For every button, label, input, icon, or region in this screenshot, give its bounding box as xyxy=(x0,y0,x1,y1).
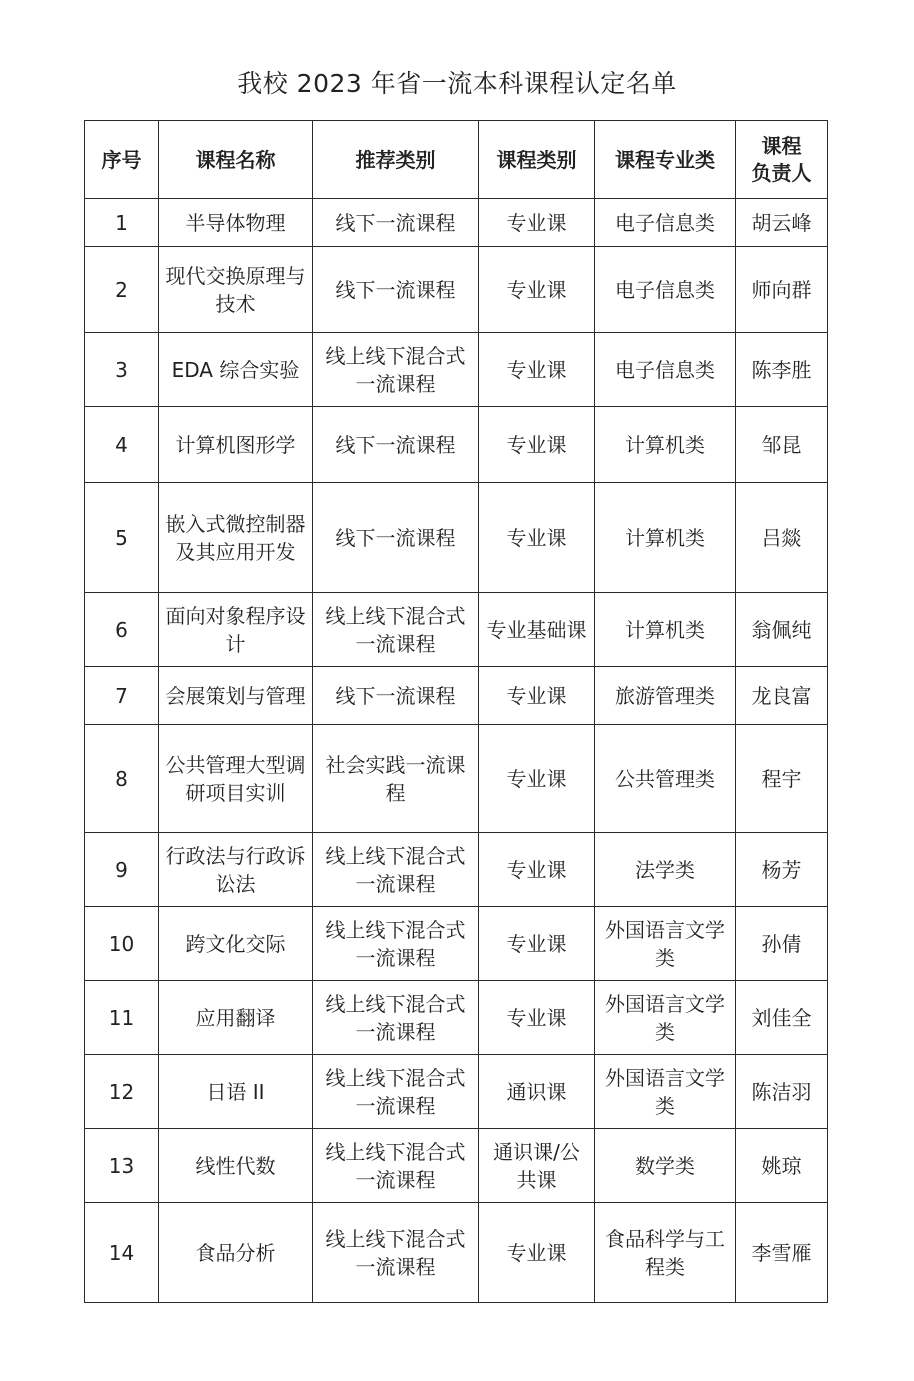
cell-recommend-category: 线上线下混合式一流课程 xyxy=(313,981,479,1055)
header-recommend-category: 推荐类别 xyxy=(313,121,479,199)
cell-course-category: 通识课 xyxy=(479,1055,595,1129)
cell-major-category: 电子信息类 xyxy=(595,333,736,407)
cell-course-category: 专业课 xyxy=(479,199,595,247)
cell-course-category: 专业课 xyxy=(479,907,595,981)
cell-recommend-category: 线下一流课程 xyxy=(313,667,479,725)
cell-recommend-category: 线下一流课程 xyxy=(313,199,479,247)
cell-course-category: 专业课 xyxy=(479,725,595,833)
table-row xyxy=(85,483,828,593)
cell-no: 8 xyxy=(85,725,159,833)
cell-major-category: 电子信息类 xyxy=(595,199,736,247)
cell-course-leader: 杨芳 xyxy=(736,833,828,907)
cell-recommend-category: 线下一流课程 xyxy=(313,407,479,483)
cell-major-category: 食品科学与工程类 xyxy=(595,1203,736,1303)
cell-course-name: 公共管理大型调研项目实训 xyxy=(159,725,313,833)
table-row xyxy=(85,593,828,667)
cell-course-name: 计算机图形学 xyxy=(159,407,313,483)
cell-course-name: EDA 综合实验 xyxy=(159,333,313,407)
cell-course-leader: 姚琼 xyxy=(736,1129,828,1203)
header-course-category: 课程类别 xyxy=(479,121,595,199)
header-major-category: 课程专业类 xyxy=(595,121,736,199)
table-row xyxy=(85,907,828,981)
table-row xyxy=(85,407,828,483)
cell-no: 3 xyxy=(85,333,159,407)
table-row xyxy=(85,1055,828,1129)
cell-no: 2 xyxy=(85,247,159,333)
cell-course-category: 专业课 xyxy=(479,483,595,593)
cell-course-name: 现代交换原理与技术 xyxy=(159,247,313,333)
cell-course-category: 专业课 xyxy=(479,833,595,907)
cell-course-leader: 李雪雁 xyxy=(736,1203,828,1303)
cell-major-category: 法学类 xyxy=(595,833,736,907)
cell-major-category: 电子信息类 xyxy=(595,247,736,333)
cell-course-leader: 翁佩纯 xyxy=(736,593,828,667)
cell-course-leader: 龙良富 xyxy=(736,667,828,725)
cell-course-category: 专业基础课 xyxy=(479,593,595,667)
cell-recommend-category: 线上线下混合式一流课程 xyxy=(313,907,479,981)
cell-major-category: 外国语言文学类 xyxy=(595,1055,736,1129)
cell-recommend-category: 线上线下混合式一流课程 xyxy=(313,1129,479,1203)
header-course-leader: 课程 负责人 xyxy=(736,121,828,199)
cell-course-category: 专业课 xyxy=(479,407,595,483)
header-no: 序号 xyxy=(85,121,159,199)
cell-course-category: 专业课 xyxy=(479,333,595,407)
cell-course-leader: 邹昆 xyxy=(736,407,828,483)
cell-course-leader: 师向群 xyxy=(736,247,828,333)
cell-course-leader: 吕燚 xyxy=(736,483,828,593)
table-row xyxy=(85,725,828,833)
cell-course-category: 专业课 xyxy=(479,1203,595,1303)
table-row xyxy=(85,833,828,907)
cell-course-leader: 程宇 xyxy=(736,725,828,833)
cell-course-name: 行政法与行政诉讼法 xyxy=(159,833,313,907)
cell-course-leader: 胡云峰 xyxy=(736,199,828,247)
cell-course-name: 嵌入式微控制器及其应用开发 xyxy=(159,483,313,593)
cell-no: 9 xyxy=(85,833,159,907)
table-row xyxy=(85,1203,828,1303)
cell-course-category: 专业课 xyxy=(479,667,595,725)
cell-no: 4 xyxy=(85,407,159,483)
cell-recommend-category: 社会实践一流课程 xyxy=(313,725,479,833)
cell-recommend-category: 线上线下混合式一流课程 xyxy=(313,833,479,907)
cell-course-name: 会展策划与管理 xyxy=(159,667,313,725)
cell-course-name: 半导体物理 xyxy=(159,199,313,247)
cell-course-name: 食品分析 xyxy=(159,1203,313,1303)
cell-recommend-category: 线下一流课程 xyxy=(313,483,479,593)
cell-recommend-category: 线下一流课程 xyxy=(313,247,479,333)
cell-recommend-category: 线上线下混合式一流课程 xyxy=(313,1055,479,1129)
cell-major-category: 外国语言文学类 xyxy=(595,907,736,981)
table-row xyxy=(85,199,828,247)
cell-no: 5 xyxy=(85,483,159,593)
cell-course-leader: 陈洁羽 xyxy=(736,1055,828,1129)
cell-major-category: 旅游管理类 xyxy=(595,667,736,725)
cell-course-name: 日语 II xyxy=(159,1055,313,1129)
cell-no: 14 xyxy=(85,1203,159,1303)
cell-no: 6 xyxy=(85,593,159,667)
cell-course-leader: 刘佳全 xyxy=(736,981,828,1055)
cell-no: 11 xyxy=(85,981,159,1055)
cell-major-category: 外国语言文学类 xyxy=(595,981,736,1055)
table-row xyxy=(85,333,828,407)
table-row xyxy=(85,981,828,1055)
cell-major-category: 数学类 xyxy=(595,1129,736,1203)
cell-course-category: 通识课/公共课 xyxy=(479,1129,595,1203)
cell-course-name: 跨文化交际 xyxy=(159,907,313,981)
cell-major-category: 公共管理类 xyxy=(595,725,736,833)
cell-recommend-category: 线上线下混合式一流课程 xyxy=(313,1203,479,1303)
table-row xyxy=(85,1129,828,1203)
cell-no: 12 xyxy=(85,1055,159,1129)
cell-course-category: 专业课 xyxy=(479,247,595,333)
cell-recommend-category: 线上线下混合式一流课程 xyxy=(313,333,479,407)
cell-no: 10 xyxy=(85,907,159,981)
page-title: 我校 2023 年省一流本科课程认定名单 xyxy=(237,69,677,98)
header-course-name: 课程名称 xyxy=(159,121,313,199)
cell-recommend-category: 线上线下混合式一流课程 xyxy=(313,593,479,667)
table-header-row xyxy=(85,121,828,199)
table-row xyxy=(85,667,828,725)
cell-course-name: 面向对象程序设计 xyxy=(159,593,313,667)
cell-no: 13 xyxy=(85,1129,159,1203)
cell-major-category: 计算机类 xyxy=(595,483,736,593)
cell-no: 1 xyxy=(85,199,159,247)
cell-course-leader: 陈李胜 xyxy=(736,333,828,407)
cell-course-category: 专业课 xyxy=(479,981,595,1055)
cell-major-category: 计算机类 xyxy=(595,407,736,483)
cell-course-leader: 孙倩 xyxy=(736,907,828,981)
table-row xyxy=(85,247,828,333)
cell-course-name: 应用翻译 xyxy=(159,981,313,1055)
cell-no: 7 xyxy=(85,667,159,725)
cell-course-name: 线性代数 xyxy=(159,1129,313,1203)
course-table xyxy=(84,120,828,1303)
cell-major-category: 计算机类 xyxy=(595,593,736,667)
